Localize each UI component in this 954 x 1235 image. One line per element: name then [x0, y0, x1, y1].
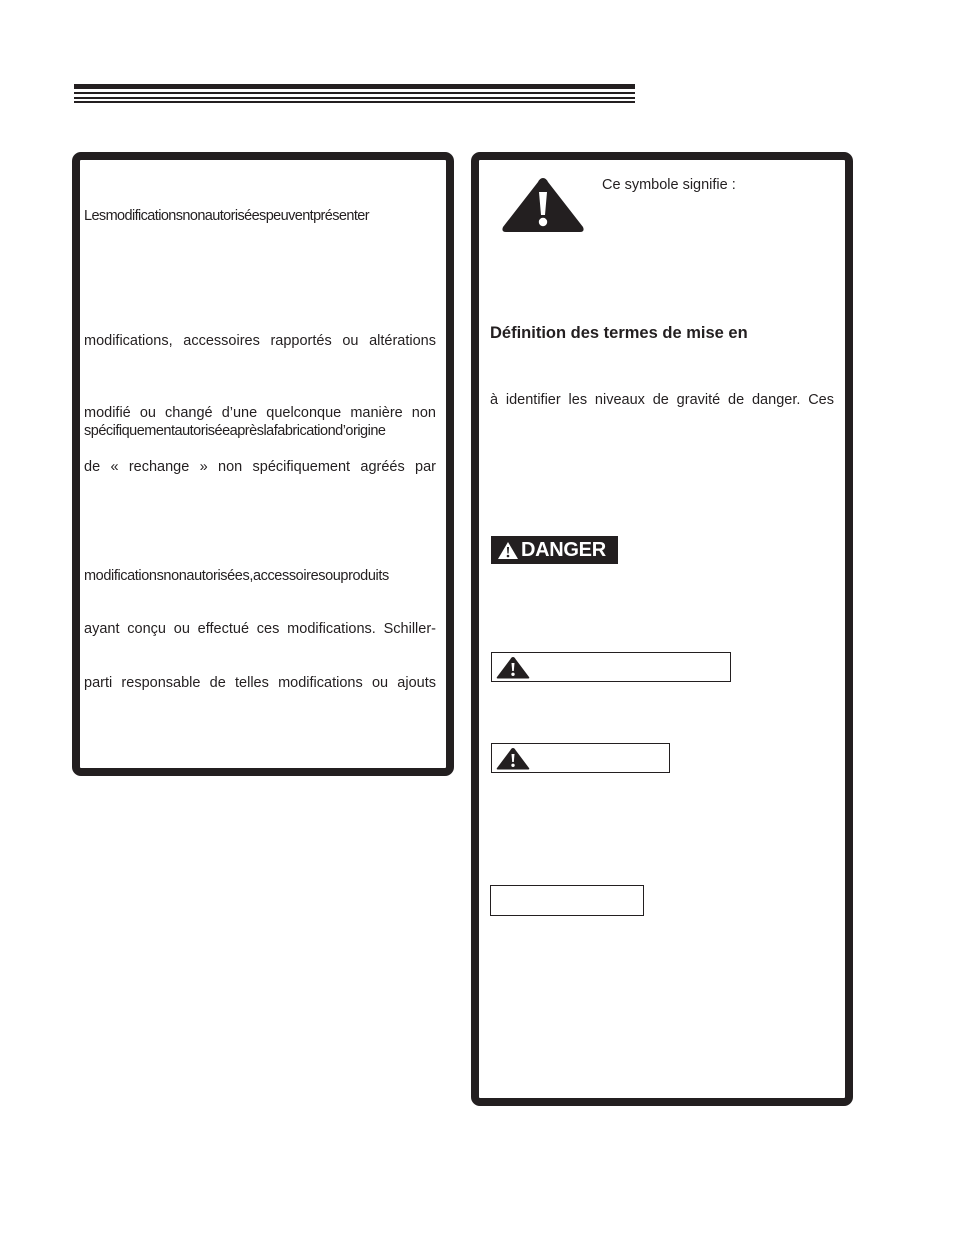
warning-alert-icon: [496, 656, 530, 679]
safety-symbols-panel: [471, 152, 853, 1106]
left-line-8: parti responsable de telles modifications ou ajouts: [84, 675, 436, 691]
danger-label: DANGER: [521, 538, 606, 561]
warning-triangle-icon: [501, 175, 585, 234]
danger-signal-badge: [491, 536, 618, 564]
notice-signal-badge: [490, 885, 644, 916]
signal-words-heading: Définition des termes de mise en: [490, 324, 748, 342]
severity-definition-line: à identifier les niveaux de gravité de danger. Ces: [490, 392, 834, 408]
left-line-3: modifié ou changé d’une quelconque manière non: [84, 405, 436, 421]
left-line-7: ayant conçu ou effectué ces modifications. Schiller-: [84, 621, 436, 637]
caution-signal-badge: [491, 743, 670, 773]
left-line-6: modificationsnonautorisées,accessoiresouproduits: [84, 568, 389, 584]
warning-signal-badge: [491, 652, 731, 682]
caution-alert-icon: [496, 747, 530, 770]
left-line-5: de « rechange » non spécifiquement agréés par: [84, 459, 436, 475]
left-line-4: spécifiquementautoriséeaprèslafabricationd’origine: [84, 423, 386, 439]
left-line-1: Lesmodificationsnonautoriséespeuventprésenter: [84, 208, 369, 224]
symbol-meaning-text: Ce symbole signifie :: [602, 177, 736, 193]
danger-alert-icon: [491, 541, 521, 560]
left-line-2: modifications, accessoires rapportés ou altérations: [84, 333, 436, 349]
